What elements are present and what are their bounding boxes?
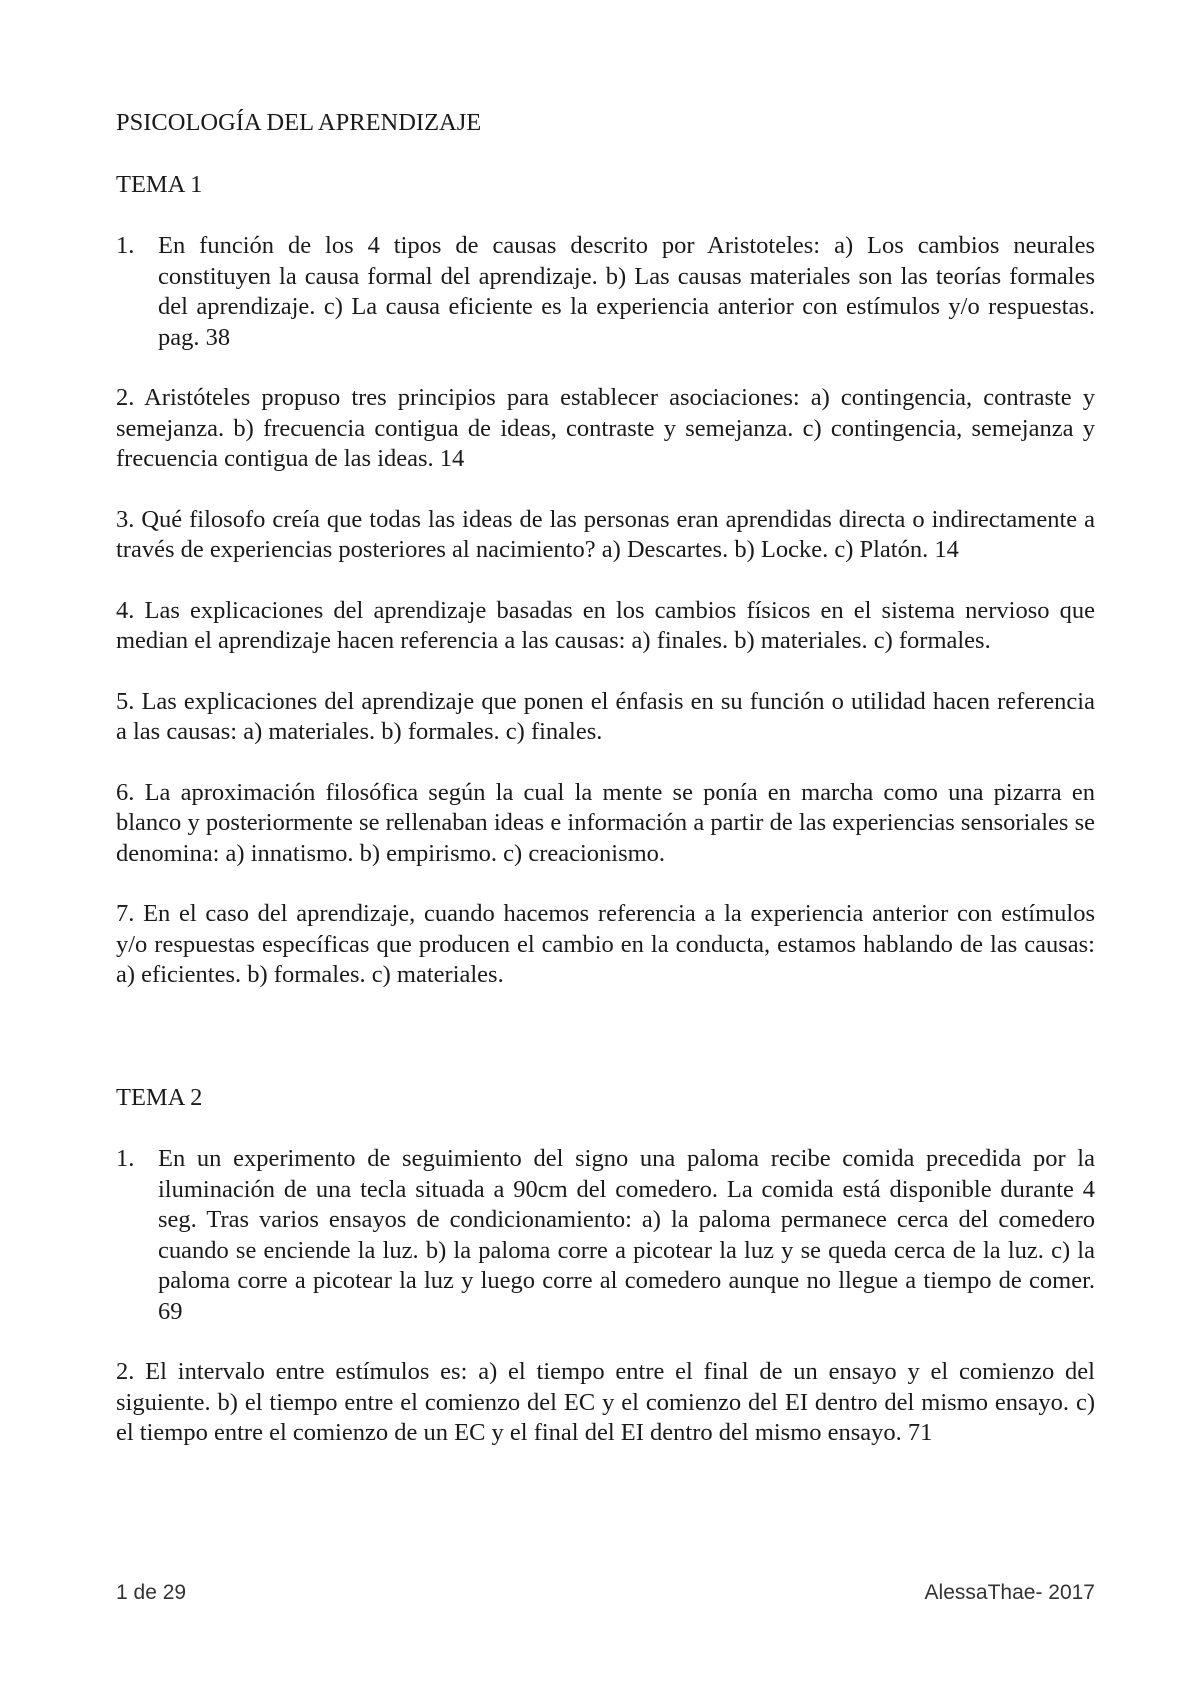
document-title: PSICOLOGÍA DEL APRENDIZAJE bbox=[116, 109, 482, 136]
tema-1-question-5: 5. Las explicaciones del aprendizaje que ponen el énfasis en su función o utilidad hacen referencia a las causas: a) materiales. b) formales. c) finales. bbox=[116, 687, 1095, 745]
tema-1-question-1 bbox=[116, 231, 1095, 353]
tema-2-question-1 bbox=[116, 1144, 1095, 1327]
page-footer bbox=[116, 1580, 1095, 1606]
tema-1-question-3: 3. Qué filosofo creía que todas las ideas de las personas eran aprendidas directa o indirectamente a través de experiencias posteriores al nacimiento? a) Descartes. b) Locke. c) Platón. 14 bbox=[116, 505, 1095, 563]
tema-1-heading: TEMA 1 bbox=[116, 170, 203, 198]
page-number: 1 de 29 bbox=[116, 1581, 187, 1604]
tema-2-heading: TEMA 2 bbox=[116, 1083, 203, 1111]
tema-1-question-4: 4. Las explicaciones del aprendizaje basadas en los cambios físicos en el sistema nervioso que median el aprendizaje hacen referencia a las causas: a) finales. b) materiales. c) formales. bbox=[116, 596, 1095, 654]
question-text: En un experimento de seguimiento del signo una paloma recibe comida precedida por la iluminación de una tecla situada a 90cm del comedero. La comida está disponible durante 4 seg. Tras varios ensayos de condicionamiento: a) la paloma permanece cerca del comedero cuando se enciende la luz. b) la paloma corre a picotear la luz y se queda cerca de la luz. c) la paloma corre a picotear la luz y luego corre al comedero aunque no llegue a tiempo de comer. 69 bbox=[158, 1145, 1095, 1325]
question-number: 1. bbox=[116, 1145, 135, 1172]
question-number: 1. bbox=[116, 232, 135, 259]
question-text: En función de los 4 tipos de causas descrito por Aristoteles: a) Los cambios neurales constituyen la causa formal del aprendizaje. b) Las causas materiales son las teorías formales del aprendizaje. c) La causa eficiente es la experiencia anterior con estímulos y/o respuestas. pag. 38 bbox=[158, 232, 1095, 351]
tema-2-question-2: 2. El intervalo entre estímulos es: a) el tiempo entre el final de un ensayo y el comienzo del siguiente. b) el tiempo entre el comienzo del EC y el comienzo del EI dentro del mismo ensayo. c) el tiempo entre el comienzo de un EC y el final del EI dentro del mismo ensayo. 71 bbox=[116, 1358, 1095, 1446]
tema-1-question-6: 6. La aproximación filosófica según la cual la mente se ponía en marcha como una pizarra en blanco y posteriormente se rellenaban ideas e información a partir de las experiencias sensoriales se denomina: a) innatismo. b) empirismo. c) creacionismo. bbox=[116, 778, 1095, 867]
tema-1-question-7: 7. En el caso del aprendizaje, cuando hacemos referencia a la experiencia anterior con estímulos y/o respuestas específicas que producen el cambio en la conducta, estamos hablando de las causas: a) eficientes. b) formales. c) materiales. bbox=[116, 900, 1095, 988]
author-credit: AlessaThae- 2017 bbox=[924, 1581, 1095, 1604]
tema-1-question-2: 2. Aristóteles propuso tres principios para establecer asociaciones: a) contingencia, contraste y semejanza. b) frecuencia contigua de ideas, contraste y semejanza. c) contingencia, semejanza y frecuencia contigua de las ideas. 14 bbox=[116, 384, 1095, 472]
document-body bbox=[116, 108, 1095, 1479]
